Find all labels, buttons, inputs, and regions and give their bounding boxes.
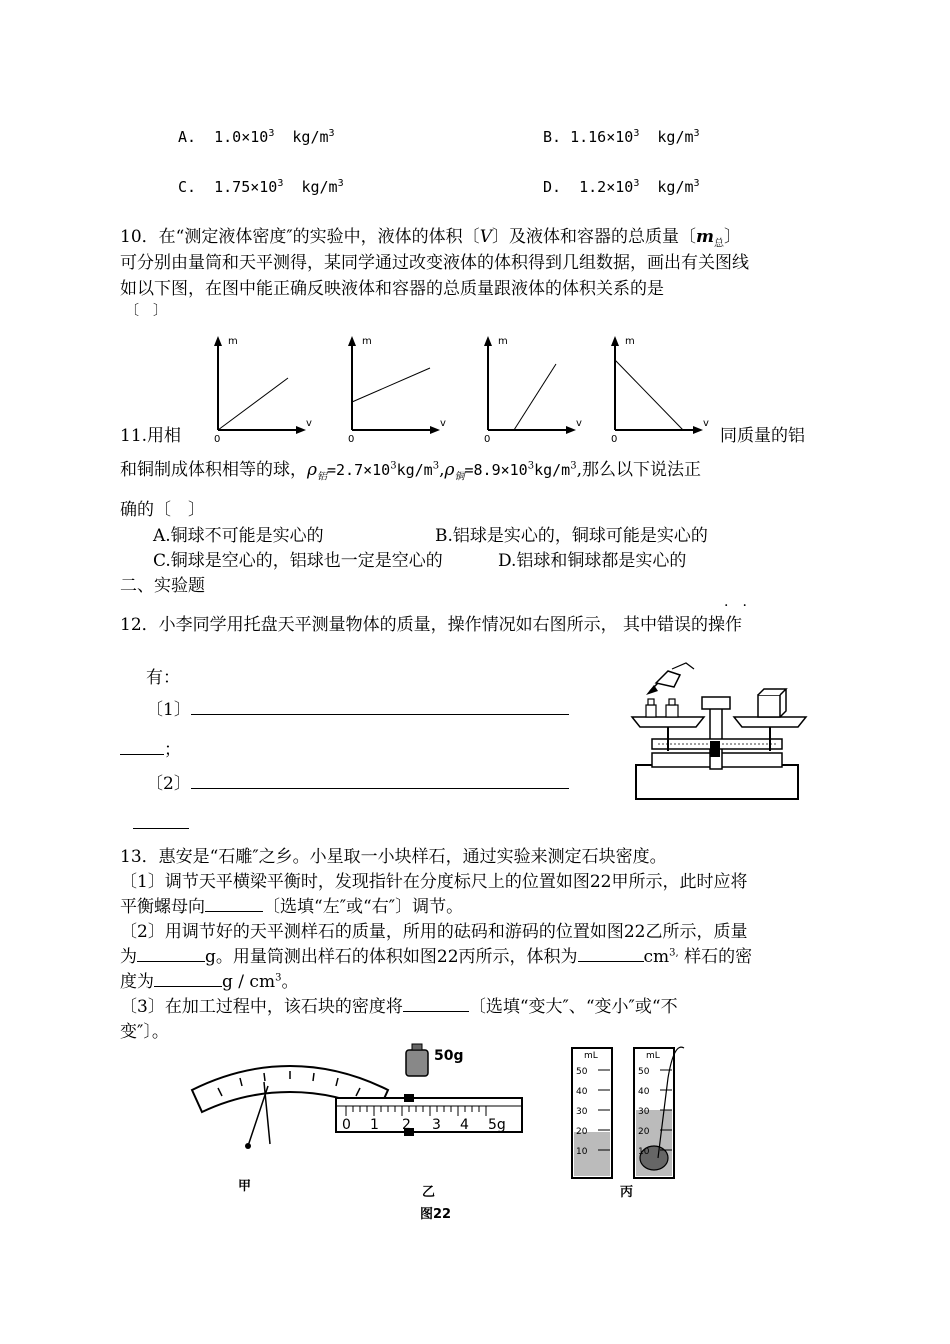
graph-d-origin: 0 [611,434,618,445]
ruler-tick-3: 3 [432,1117,441,1133]
q12-item1: 〔1〕 [146,698,569,722]
emphasis-dots: ·· [724,598,761,614]
q13-line3: 平衡螺母向 〔选填“左″或“右″〕调节。 [120,897,464,917]
ruler-tick-0: 0 [342,1117,351,1133]
cyl1-tick-40: 40 [576,1087,588,1097]
q11-line1-end: 同质量的铝 [720,426,805,446]
graph-c [484,336,582,445]
ruler-yi [336,1044,522,1222]
q11-line1-start: 11.用相 [120,426,182,446]
ruler-tick-5: 5g [488,1117,506,1133]
cyl1-tick-50: 50 [576,1067,588,1077]
cyl2-tick-30: 30 [638,1107,650,1117]
graph-a-y-label: m [228,336,238,347]
ruler-tick-2: 2 [402,1117,411,1133]
q11-line2: 和铜制成体积相等的球，$\rho_铝=2.7\times 10^3kg/m^3,\rho_铜=8.9\times 10^3kg/m^3$,那么以下说法正 [120,460,701,483]
graph-d [611,336,709,445]
graph-c-origin: 0 [484,434,491,445]
cyl1-tick-10: 10 [576,1147,588,1157]
graph-c-x-label: v [576,418,582,429]
q11-option-a: A.铜球不可能是实心的 [153,526,324,546]
graph-b-origin: 0 [348,434,355,445]
graph-a-x-label: v [306,418,312,429]
q10-line3: 如以下图，在图中能正确反映液体和容器的总质量跟液体的体积关系的是 [120,279,664,299]
cyl1-tick-20: 20 [576,1127,588,1137]
q11-line3: 确的〔 〕 [120,500,205,520]
q13-line7: 〔3〕在加工过程中，该石块的密度将 〔选填“变大″、“变小″或“不 [120,997,678,1017]
figure-22 [180,1038,700,1228]
graph-d-x-label: v [703,418,709,429]
q11-option-b: B.铝球是实心的，铜球可能是实心的 [435,526,708,546]
graph-b-y-label: m [362,336,372,347]
label-bing: 丙 [620,1185,634,1200]
section-heading: 二、实验题 [120,576,205,596]
cyl2-unit: mL [646,1051,660,1061]
option-a: A. $1.0\times 10^3$ $kg/m^3$ [178,128,335,146]
cyl2-tick-40: 40 [638,1087,650,1097]
q10-graphs [200,330,720,445]
q10-answer-bracket: 〔 〕 [125,303,167,319]
cyl1-tick-30: 30 [576,1107,588,1117]
q13-line2: 〔1〕调节天平横梁平衡时，发现指针在分度标尺上的位置如图22甲所示，此时应将 [120,872,748,892]
graph-c-y-label: m [498,336,508,347]
q13-line6: 度为 g / $cm^3$。 [120,972,299,992]
q10-line1: 10．在“测定液体密度″的实验中，液体的体积〔V〕及液体和容器的总质量〔$m_总$〕 [120,227,741,250]
q12-line2: 有： [146,668,180,688]
balance-illustration [622,655,812,805]
ruler-tick-1: 1 [370,1117,379,1133]
option-b: B. $1.16\times 10^3$ $kg/m^3$ [543,128,700,146]
graph-b [348,336,446,445]
q13-line8: 变″〕。 [120,1022,169,1042]
q12-item1-cont: ； [120,738,181,762]
q13-line4: 〔2〕用调节好的天平测样石的质量，所用的砝码和游码的位置如图22乙所示，质量 [120,922,748,942]
figure-caption: 图22 [420,1207,452,1222]
cyl2-tick-20: 20 [638,1127,650,1137]
q13-line5: 为 g。用量筒测出样石的体积如图22丙所示，体积为 $cm^{3,}$ 样石的密 [120,947,753,967]
graph-a-origin: 0 [214,434,221,445]
q12-line1: 12．小李同学用托盘天平测量物体的质量，操作情况如右图所示， 其中错误的操作 [120,615,743,635]
cylinders-bing [572,1047,684,1200]
weight-label: 50g [434,1048,464,1064]
q11-option-d: D.铝球和铜球都是实心的 [498,551,687,571]
graph-b-x-label: v [440,418,446,429]
cyl1-unit: mL [584,1051,598,1061]
ruler-tick-4: 4 [460,1117,469,1133]
q13-line1: 13．惠安是“石雕″之乡。小星取一小块样石，通过实验来测定石块密度。 [120,847,667,867]
label-jia: 甲 [238,1179,252,1194]
graph-a [214,336,312,445]
option-c: C. $1.75\times 10^3$ $kg/m^3$ [178,178,344,196]
label-yi: 乙 [422,1185,436,1200]
q12-item2: 〔2〕 [146,772,569,796]
q11-option-c: C.铜球是空心的，铝球也一定是空心的 [153,551,443,571]
cyl2-tick-50: 50 [638,1067,650,1077]
option-d: D. $1.2\times 10^3$ $kg/m^3$ [543,178,700,196]
q10-line2: 可分别由量筒和天平测得，某同学通过改变液体的体积得到几组数据，画出有关图线 [120,253,749,273]
graph-d-y-label: m [625,336,635,347]
q12-item2-cont [133,828,189,829]
cyl2-tick-10: 10 [638,1147,650,1157]
